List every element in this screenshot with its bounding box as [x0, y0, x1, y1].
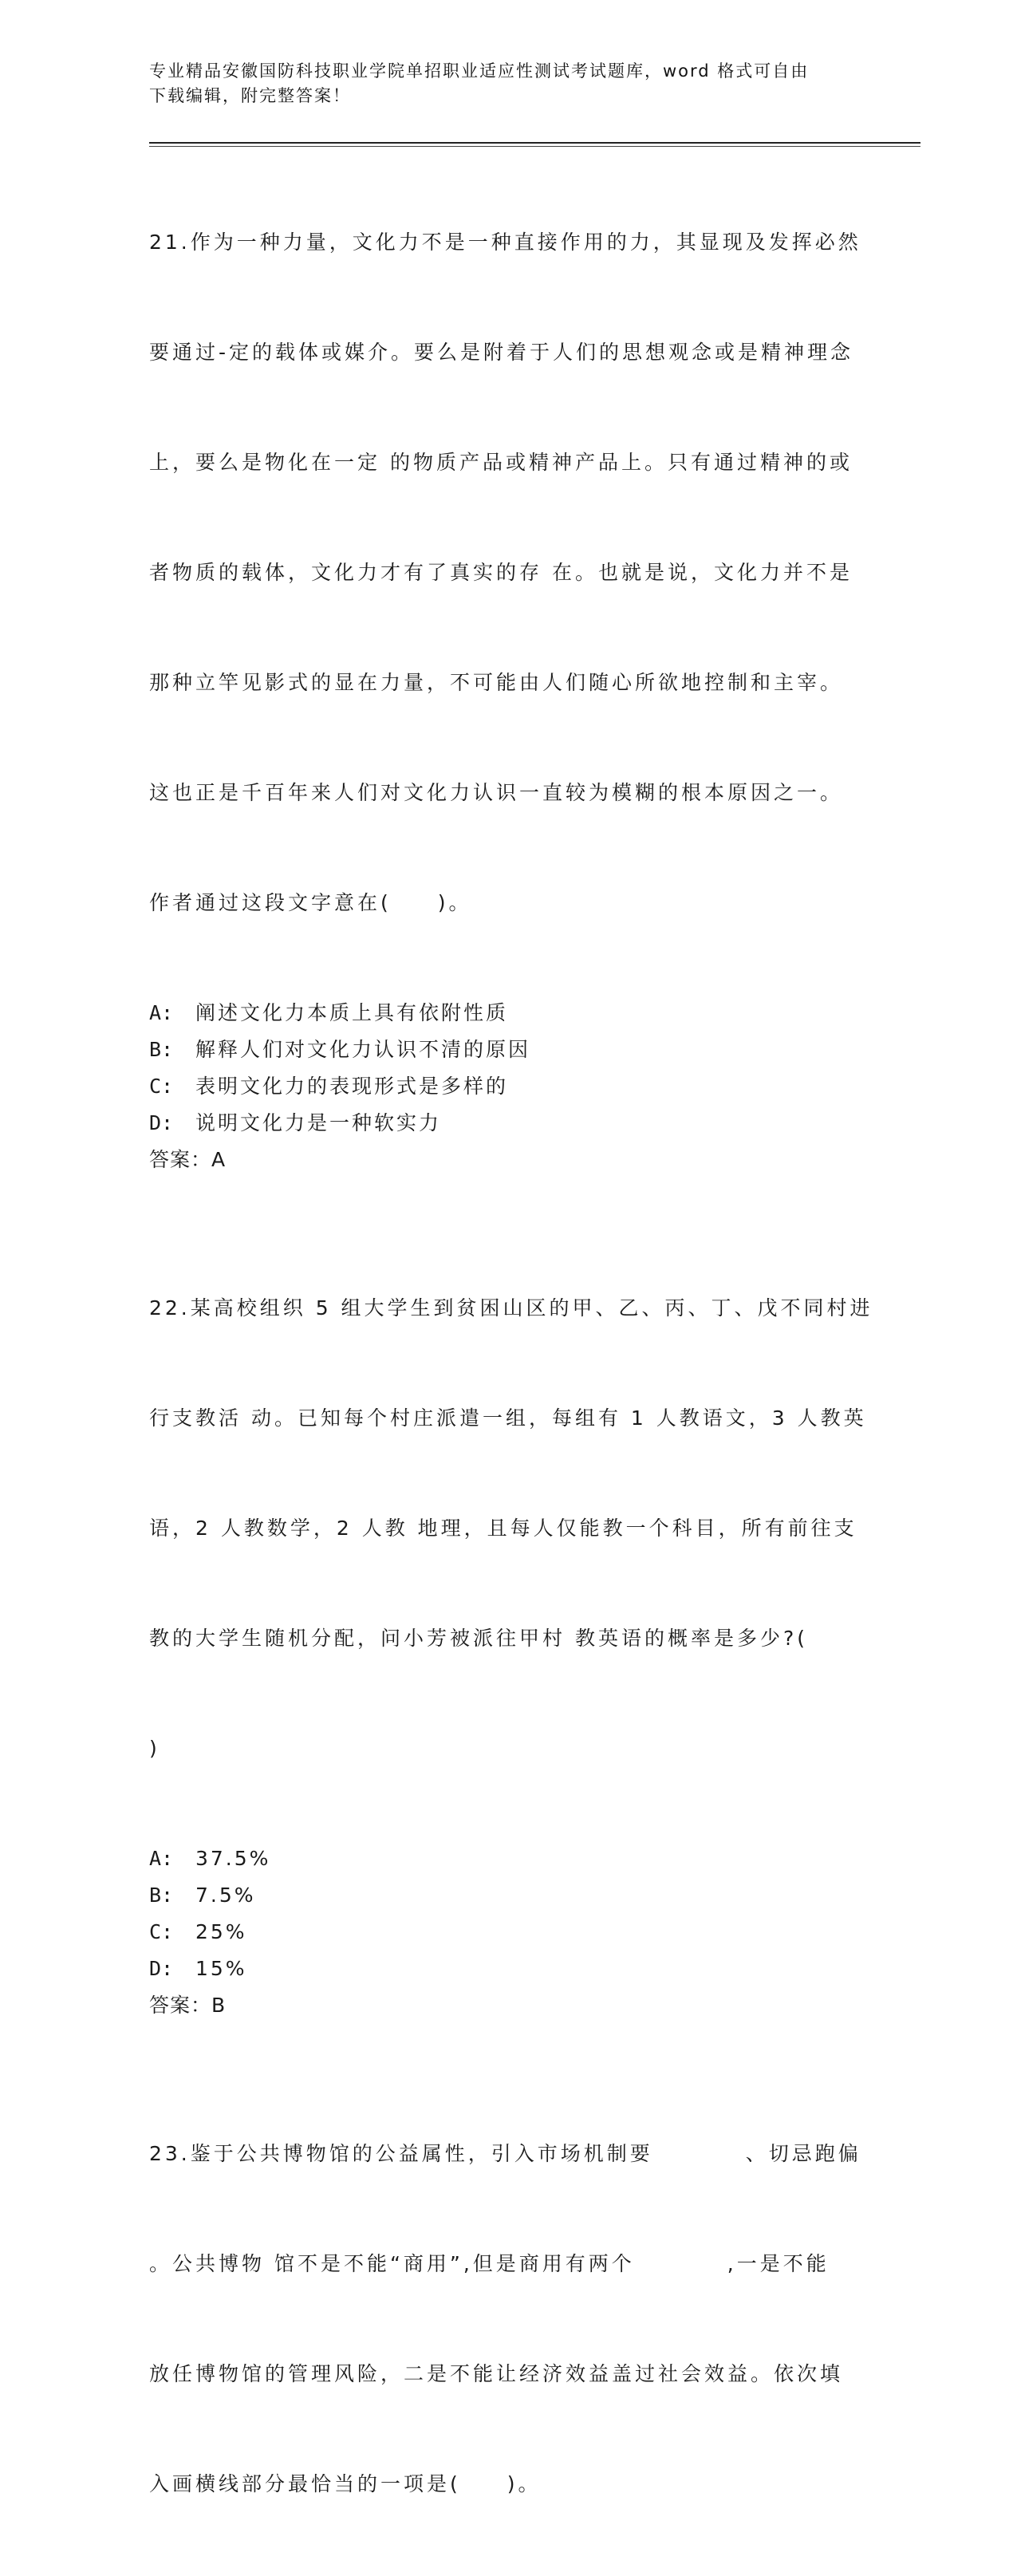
- option-label: A:: [149, 1847, 174, 1870]
- question-line: 上，要么是物化在一定 的物质产品或精神产品上。只有通过精神的或: [149, 451, 853, 474]
- header-divider-thick: [149, 142, 920, 144]
- spacer: [149, 1178, 859, 1217]
- answer-line: 答案：A: [149, 1148, 227, 1171]
- question-line: 教的大学生随机分配，问小芳被派往甲村 教英语的概率是多少?(: [149, 1627, 808, 1650]
- option-label: A:: [149, 1001, 174, 1024]
- spacer: [149, 2024, 859, 2062]
- question-22: [149, 1217, 873, 2024]
- option-text: 15%: [195, 1957, 247, 1980]
- option-text: 37.5%: [195, 1847, 271, 1870]
- question-line: 这也正是千百年来人们对文化力认识一直较为模糊的根本原因之一。: [149, 781, 844, 804]
- option-label: B:: [149, 1038, 174, 1061]
- question-line: 21.作为一种力量，文化力不是一种直接作用的力，其显现及发挥必然: [149, 231, 861, 254]
- option-b: [149, 1877, 859, 1914]
- option-c: [149, 1068, 859, 1105]
- document-header: [149, 59, 851, 108]
- option-a: [149, 1840, 859, 1877]
- option-c: [149, 1914, 859, 1951]
- option-text: 解释人们对文化力认识不清的原因: [195, 1038, 531, 1061]
- option-text: 阐述文化力本质上具有依附性质: [195, 1001, 509, 1024]
- question-line: 23.鉴于公共博物馆的公益属性，引入市场机制要 、切忌跑偏: [149, 2142, 861, 2165]
- question-line: 行支教活 动。已知每个村庄派遣一组，每组有 1 人教语文，3 人教英: [149, 1406, 867, 1430]
- option-label: C:: [149, 1075, 174, 1098]
- question-line: 入画横线部分最恰当的一项是( )。: [149, 2472, 542, 2495]
- option-a: [149, 995, 859, 1032]
- question-text: [149, 2062, 859, 2576]
- option-label: C:: [149, 1920, 174, 1943]
- option-b: [149, 1032, 859, 1068]
- header-divider-thin: [149, 146, 920, 147]
- option-label: D:: [149, 1957, 174, 1980]
- option-d: [149, 1105, 859, 1142]
- question-line: 。公共博物 馆不是不能“商用”,但是商用有两个 ,一是不能: [149, 2252, 830, 2275]
- answer-line: 答案：B: [149, 1994, 227, 2017]
- option-text: 说明文化力是一种软实力: [195, 1111, 442, 1134]
- question-line: 语，2 人教数学，2 人教 地理，且每人仅能教一个科目，所有前往支: [149, 1517, 857, 1540]
- header-line-2: 下载编辑，附完整答案！: [149, 86, 351, 105]
- option-text: 表明文化力的表现形式是多样的: [195, 1075, 509, 1098]
- question-21: [149, 151, 859, 1178]
- option-text: 7.5%: [195, 1884, 256, 1907]
- question-line: 那种立竿见影式的显在力量，不可能由人们随心所欲地控制和主宰。: [149, 671, 844, 694]
- question-line: 者物质的载体，文化力才有了真实的存 在。也就是说，文化力并不是: [149, 561, 853, 584]
- question-text: [149, 1217, 873, 1840]
- question-line: 要通过-定的载体或媒介。要么是附着于人们的思想观念或是精神理念: [149, 341, 854, 364]
- option-label: B:: [149, 1884, 174, 1907]
- question-text: [149, 151, 859, 995]
- question-list: [149, 151, 873, 2576]
- option-text: 25%: [195, 1920, 247, 1943]
- option-label: D:: [149, 1111, 174, 1134]
- question-line: 22.某高校组织 5 组大学生到贫困山区的甲、乙、丙、丁、戊不同村进: [149, 1296, 873, 1320]
- question-line: ): [149, 1737, 160, 1760]
- question-line: 放任博物馆的管理风险，二是不能让经济效益盖过社会效益。依次填: [149, 2362, 844, 2385]
- question-23: [149, 2062, 859, 2576]
- option-d: [149, 1951, 859, 1987]
- header-line-1: 专业精品安徽国防科技职业学院单招职业适应性测试考试题库，word 格式可自由: [149, 61, 810, 81]
- question-line: 作者通过这段文字意在( )。: [149, 891, 472, 914]
